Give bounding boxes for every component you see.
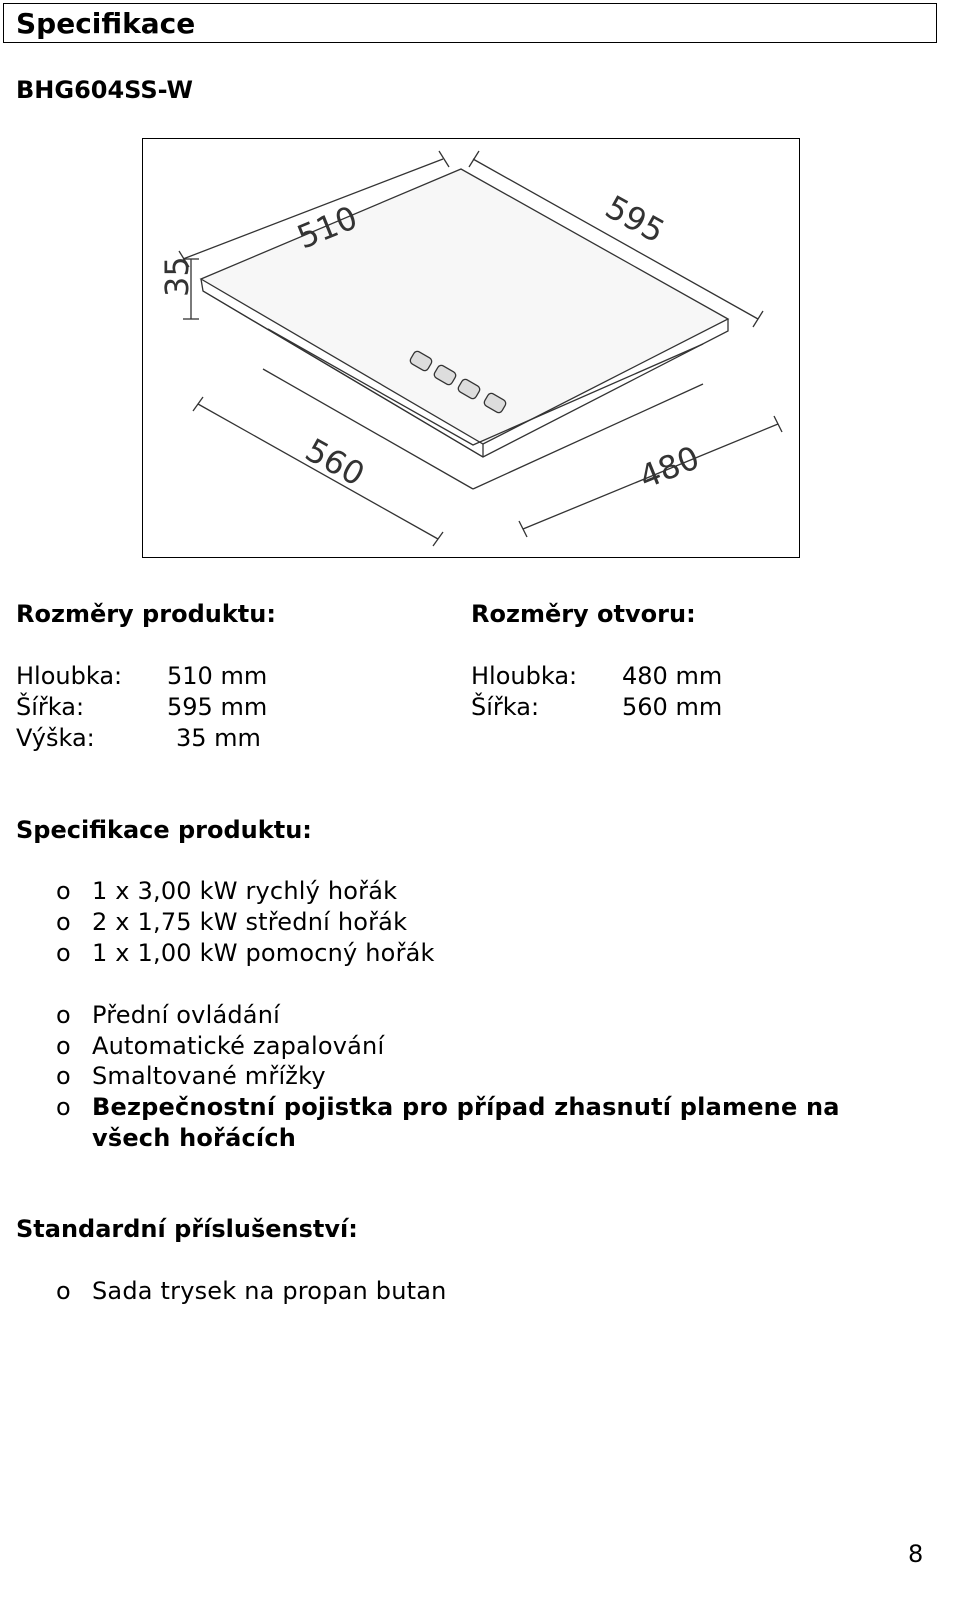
cutout-dimensions-heading: Rozměry otvoru: xyxy=(471,600,696,628)
list-item-text: 1 x 3,00 kW rychlý hořák xyxy=(92,877,398,905)
list-item-text: Přední ovládání xyxy=(92,1001,280,1029)
page-number: 8 xyxy=(908,1540,924,1568)
accessories-heading: Standardní příslušenství: xyxy=(16,1215,358,1243)
dim-label-560: 560 xyxy=(299,430,371,494)
bullet-icon: o xyxy=(56,1062,71,1090)
product-dimensions-heading: Rozměry produktu: xyxy=(16,600,276,628)
list-item-text: Automatické zapalování xyxy=(92,1032,385,1060)
list-item-text: Bezpečnostní pojistka pro případ zhasnutí plamene na xyxy=(92,1093,840,1121)
bullet-icon: o xyxy=(56,939,71,967)
row-value: 480 mm xyxy=(622,662,723,690)
bullet-icon: o xyxy=(56,908,71,936)
dim-label-480: 480 xyxy=(633,438,705,497)
product-specs-heading: Specifikace produktu: xyxy=(16,816,312,844)
bullet-icon: o xyxy=(56,1001,71,1029)
row-value: 510 mm xyxy=(167,662,268,690)
section-title: Specifikace xyxy=(16,7,196,40)
row-value: 35 mm xyxy=(176,724,261,752)
dimension-drawing xyxy=(142,138,800,558)
section-header xyxy=(3,3,937,43)
dim-label-595: 595 xyxy=(599,187,671,251)
dim-label-510: 510 xyxy=(291,198,363,257)
row-label: Hloubka: xyxy=(471,662,578,690)
row-value: 595 mm xyxy=(167,693,268,721)
list-item-text: Smaltované mřížky xyxy=(92,1062,326,1090)
hob-drawing-svg xyxy=(143,139,798,556)
list-item-text: 2 x 1,75 kW střední hořák xyxy=(92,908,408,936)
bullet-icon: o xyxy=(56,1277,71,1305)
row-label: Šířka: xyxy=(16,693,85,721)
row-label: Hloubka: xyxy=(16,662,123,690)
bullet-icon: o xyxy=(56,877,71,905)
list-item-text: všech hořácích xyxy=(92,1124,297,1152)
row-label: Šířka: xyxy=(471,693,540,721)
bullet-icon: o xyxy=(56,1093,71,1121)
model-number: BHG604SS-W xyxy=(16,76,194,104)
row-label: Výška: xyxy=(16,724,95,752)
list-item-text: Sada trysek na propan butan xyxy=(92,1277,447,1305)
list-item-text: 1 x 1,00 kW pomocný hořák xyxy=(92,939,435,967)
bullet-icon: o xyxy=(56,1032,71,1060)
dim-label-35: 35 xyxy=(158,256,196,297)
row-value: 560 mm xyxy=(622,693,723,721)
